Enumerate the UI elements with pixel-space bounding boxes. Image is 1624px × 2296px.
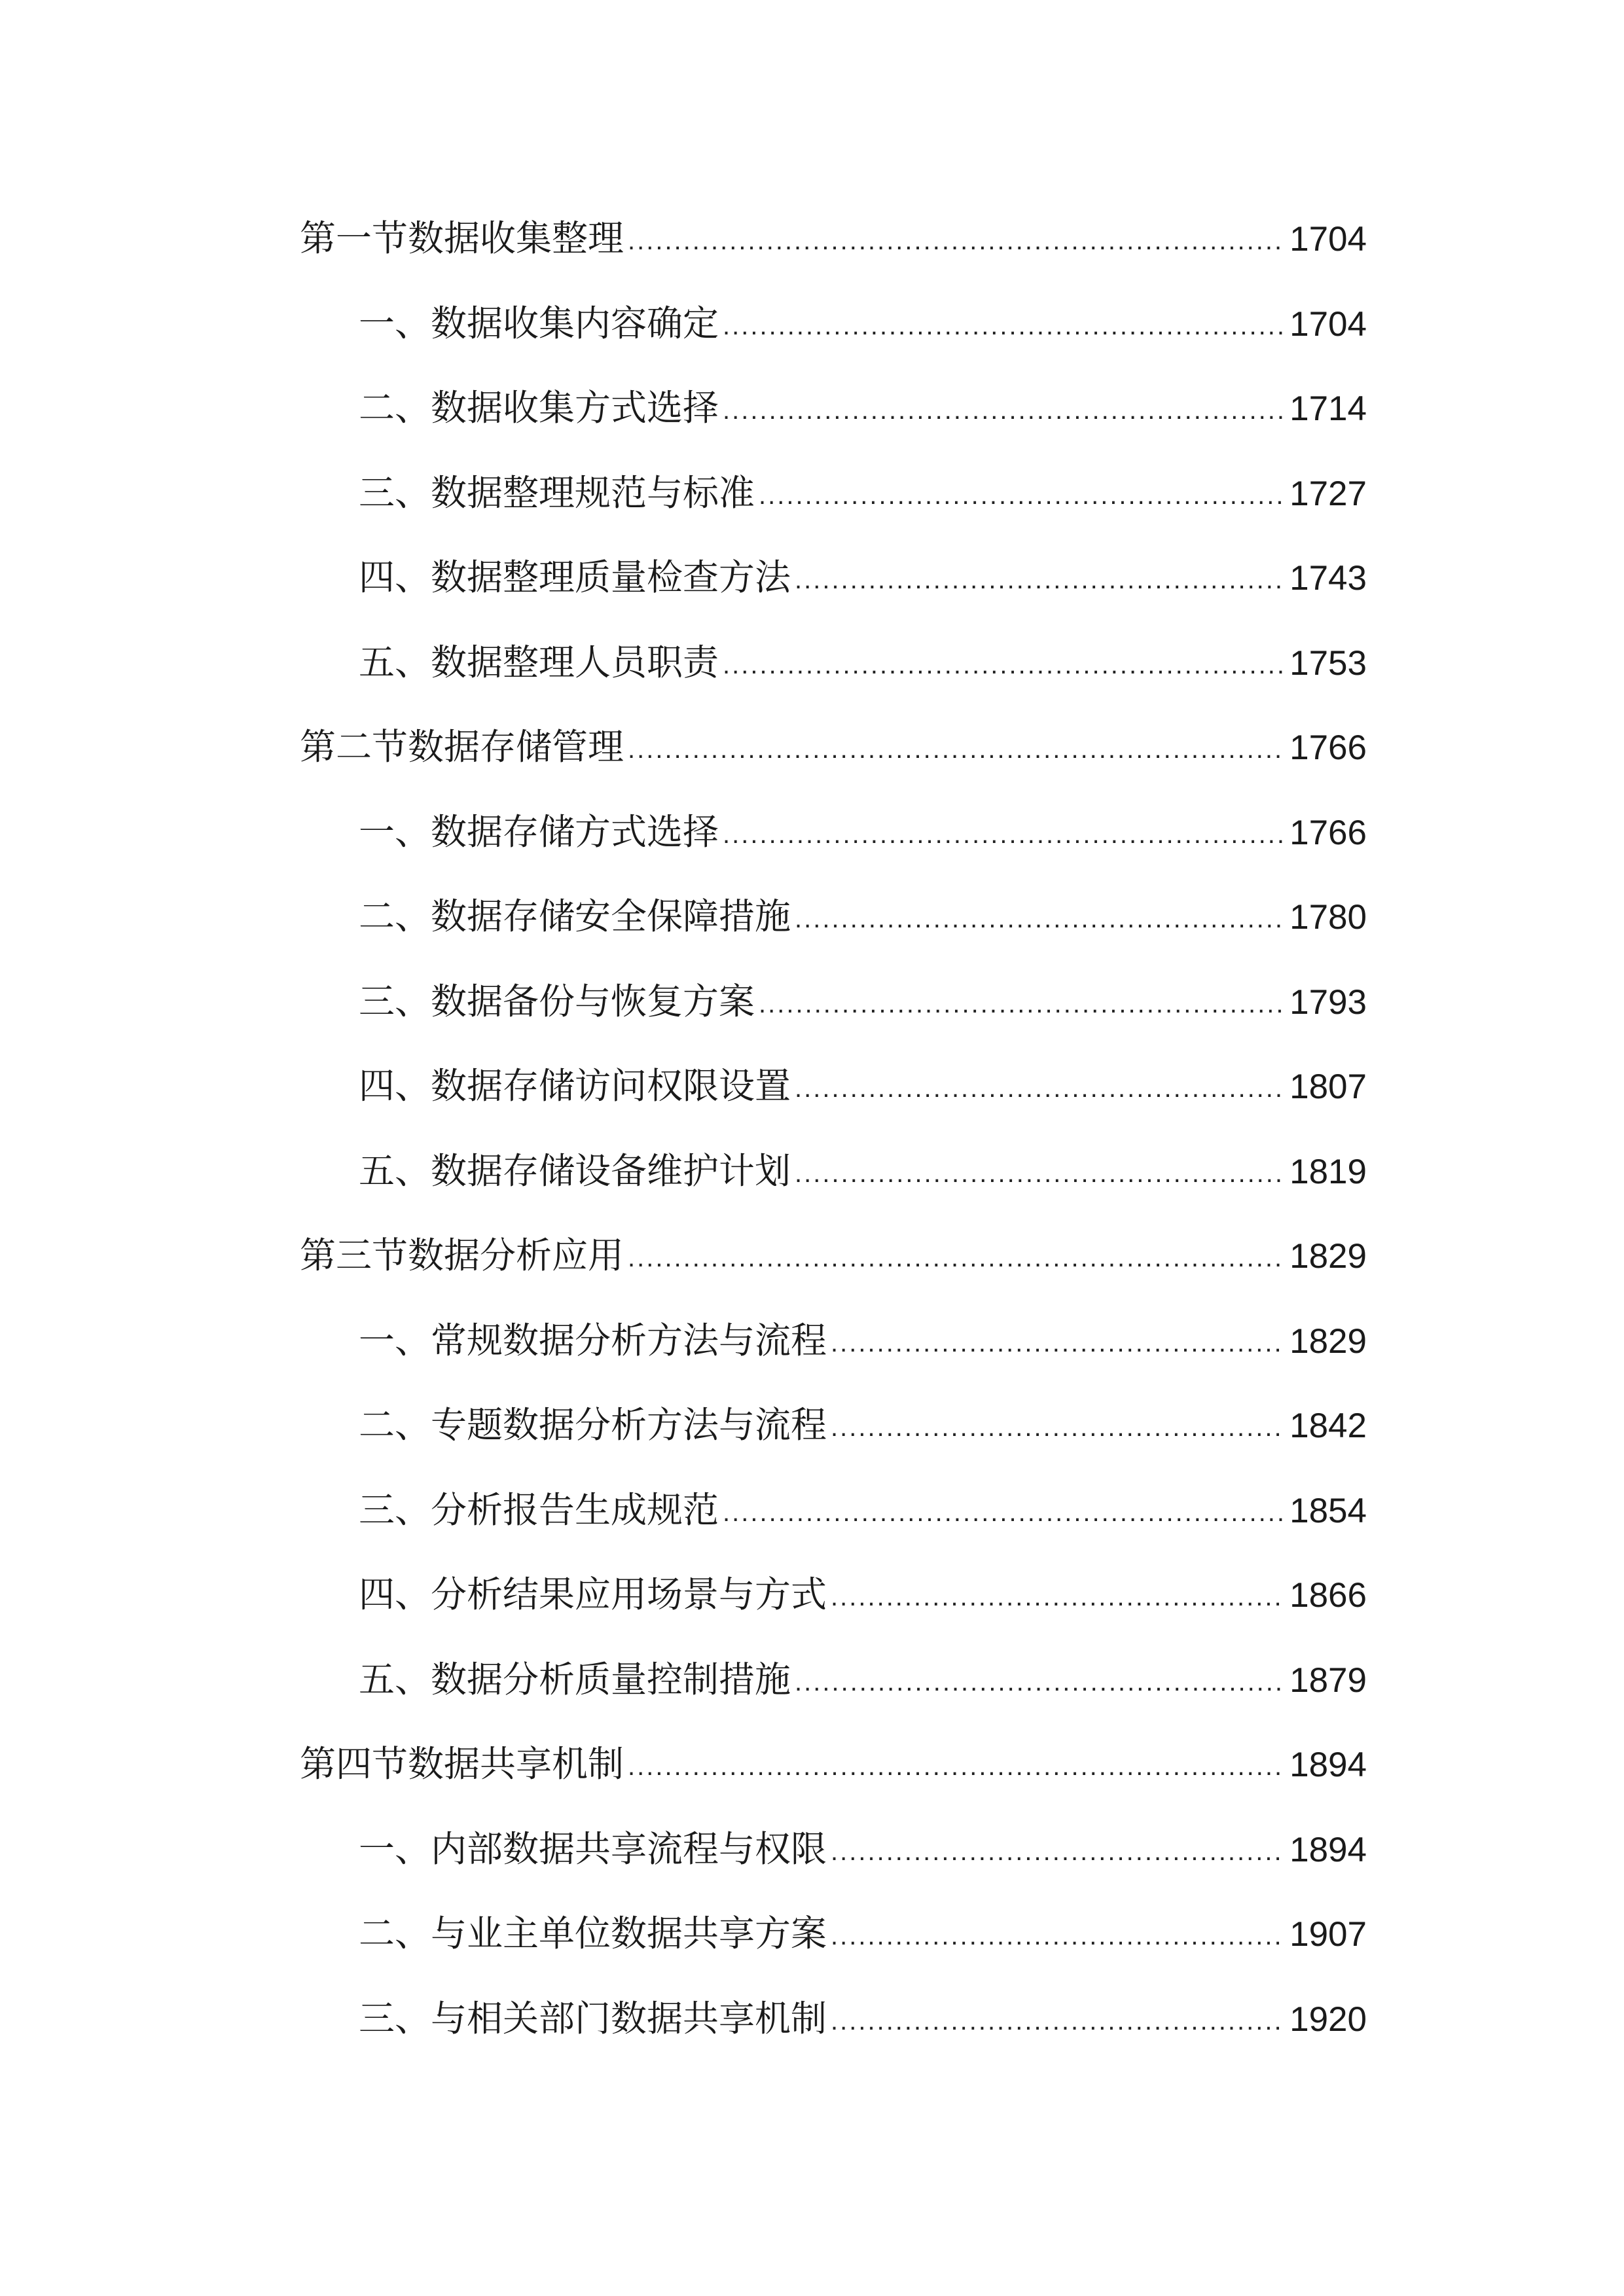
toc-subsection-entry[interactable] bbox=[300, 1892, 1367, 1977]
toc-entry-title: 四、数据存储访问权限设置 bbox=[359, 1065, 791, 1107]
dot-leader bbox=[795, 1132, 1286, 1217]
toc-entry-title: 二、数据存储安全保障措施 bbox=[359, 895, 791, 937]
toc-entry-title: 第三节数据分析应用 bbox=[300, 1234, 624, 1276]
toc-entry-page-number: 1780 bbox=[1290, 898, 1367, 937]
toc-entry-page-number: 1829 bbox=[1290, 1237, 1367, 1276]
dot-leader bbox=[831, 1301, 1286, 1386]
toc-entry-page-number: 1766 bbox=[1290, 813, 1367, 852]
toc-subsection-entry[interactable] bbox=[300, 1638, 1367, 1723]
toc-subsection-entry[interactable] bbox=[300, 1299, 1367, 1384]
toc-subsection-entry[interactable] bbox=[300, 620, 1367, 706]
toc-subsection-entry[interactable] bbox=[300, 960, 1367, 1045]
dot-leader bbox=[723, 1471, 1286, 1556]
toc-entry-title: 二、专题数据分析方法与流程 bbox=[359, 1404, 827, 1446]
dot-leader bbox=[628, 1725, 1286, 1810]
dot-leader bbox=[795, 538, 1286, 623]
toc-entry-page-number: 1727 bbox=[1290, 474, 1367, 513]
toc-subsection-entry[interactable] bbox=[300, 451, 1367, 536]
toc-entry-title: 三、分析报告生成规范 bbox=[359, 1488, 719, 1531]
toc-entry-page-number: 1704 bbox=[1290, 220, 1367, 259]
dot-leader bbox=[831, 1386, 1286, 1471]
toc-entry-title: 第二节数据存储管理 bbox=[300, 726, 624, 768]
toc-subsection-entry[interactable] bbox=[300, 1383, 1367, 1468]
toc-entry-title: 第四节数据共享机制 bbox=[300, 1743, 624, 1785]
toc-entry-page-number: 1704 bbox=[1290, 304, 1367, 344]
table-of-contents bbox=[300, 196, 1367, 2061]
toc-entry-title: 三、数据备份与恢复方案 bbox=[359, 980, 755, 1022]
toc-subsection-entry[interactable] bbox=[300, 1807, 1367, 1892]
toc-section-entry[interactable] bbox=[300, 196, 1367, 281]
dot-leader bbox=[723, 623, 1286, 708]
toc-entry-page-number: 1894 bbox=[1290, 1830, 1367, 1869]
dot-leader bbox=[723, 793, 1286, 878]
toc-entry-title: 一、数据存储方式选择 bbox=[359, 810, 719, 853]
toc-subsection-entry[interactable] bbox=[300, 281, 1367, 367]
dot-leader bbox=[759, 962, 1286, 1047]
toc-entry-page-number: 1829 bbox=[1290, 1321, 1367, 1361]
toc-entry-page-number: 1920 bbox=[1290, 2000, 1367, 2039]
dot-leader bbox=[795, 1047, 1286, 1132]
toc-entry-page-number: 1894 bbox=[1290, 1746, 1367, 1784]
toc-subsection-entry[interactable] bbox=[300, 366, 1367, 451]
dot-leader bbox=[831, 1555, 1286, 1640]
toc-section-entry[interactable] bbox=[300, 1722, 1367, 1807]
toc-entry-title: 五、数据存储设备维护计划 bbox=[359, 1149, 791, 1192]
toc-section-entry[interactable] bbox=[300, 705, 1367, 790]
toc-entry-title: 第一节数据收集整理 bbox=[300, 217, 624, 259]
dot-leader bbox=[628, 1216, 1286, 1301]
toc-entry-page-number: 1714 bbox=[1290, 389, 1367, 428]
toc-subsection-entry[interactable] bbox=[300, 535, 1367, 620]
toc-entry-page-number: 1807 bbox=[1290, 1067, 1367, 1106]
toc-entry-title: 二、数据收集方式选择 bbox=[359, 387, 719, 429]
toc-entry-title: 五、数据分析质量控制措施 bbox=[359, 1658, 791, 1700]
toc-subsection-entry[interactable] bbox=[300, 1977, 1367, 2062]
toc-entry-title: 五、数据整理人员职责 bbox=[359, 641, 719, 683]
toc-entry-title: 三、数据整理规范与标准 bbox=[359, 471, 755, 514]
toc-entry-title: 一、常规数据分析方法与流程 bbox=[359, 1319, 827, 1361]
toc-entry-page-number: 1793 bbox=[1290, 982, 1367, 1022]
toc-entry-title: 三、与相关部门数据共享机制 bbox=[359, 1997, 827, 2039]
toc-subsection-entry[interactable] bbox=[300, 1552, 1367, 1638]
dot-leader bbox=[723, 284, 1286, 369]
toc-entry-page-number: 1854 bbox=[1290, 1491, 1367, 1530]
dot-leader bbox=[723, 368, 1286, 454]
toc-entry-page-number: 1879 bbox=[1290, 1660, 1367, 1700]
dot-leader bbox=[795, 1640, 1286, 1725]
toc-entry-title: 二、与业主单位数据共享方案 bbox=[359, 1912, 827, 1954]
toc-subsection-entry[interactable] bbox=[300, 1044, 1367, 1129]
toc-entry-title: 四、数据整理质量检查方法 bbox=[359, 556, 791, 598]
toc-entry-page-number: 1819 bbox=[1290, 1152, 1367, 1191]
toc-entry-page-number: 1753 bbox=[1290, 643, 1367, 683]
dot-leader bbox=[831, 1810, 1286, 1895]
dot-leader bbox=[628, 199, 1286, 284]
toc-entry-title: 一、内部数据共享流程与权限 bbox=[359, 1827, 827, 1870]
toc-subsection-entry[interactable] bbox=[300, 1129, 1367, 1214]
toc-entry-page-number: 1907 bbox=[1290, 1915, 1367, 1954]
toc-entry-title: 一、数据收集内容确定 bbox=[359, 302, 719, 344]
toc-entry-page-number: 1743 bbox=[1290, 559, 1367, 598]
dot-leader bbox=[831, 1894, 1286, 1979]
dot-leader bbox=[628, 708, 1286, 793]
dot-leader bbox=[795, 877, 1286, 962]
toc-entry-page-number: 1866 bbox=[1290, 1576, 1367, 1615]
toc-subsection-entry[interactable] bbox=[300, 790, 1367, 875]
toc-subsection-entry[interactable] bbox=[300, 874, 1367, 960]
toc-subsection-entry[interactable] bbox=[300, 1468, 1367, 1553]
toc-entry-title: 四、分析结果应用场景与方式 bbox=[359, 1573, 827, 1615]
dot-leader bbox=[831, 1979, 1286, 2064]
toc-entry-page-number: 1766 bbox=[1290, 728, 1367, 767]
dot-leader bbox=[759, 454, 1286, 539]
toc-entry-page-number: 1842 bbox=[1290, 1407, 1367, 1445]
toc-section-entry[interactable] bbox=[300, 1213, 1367, 1299]
